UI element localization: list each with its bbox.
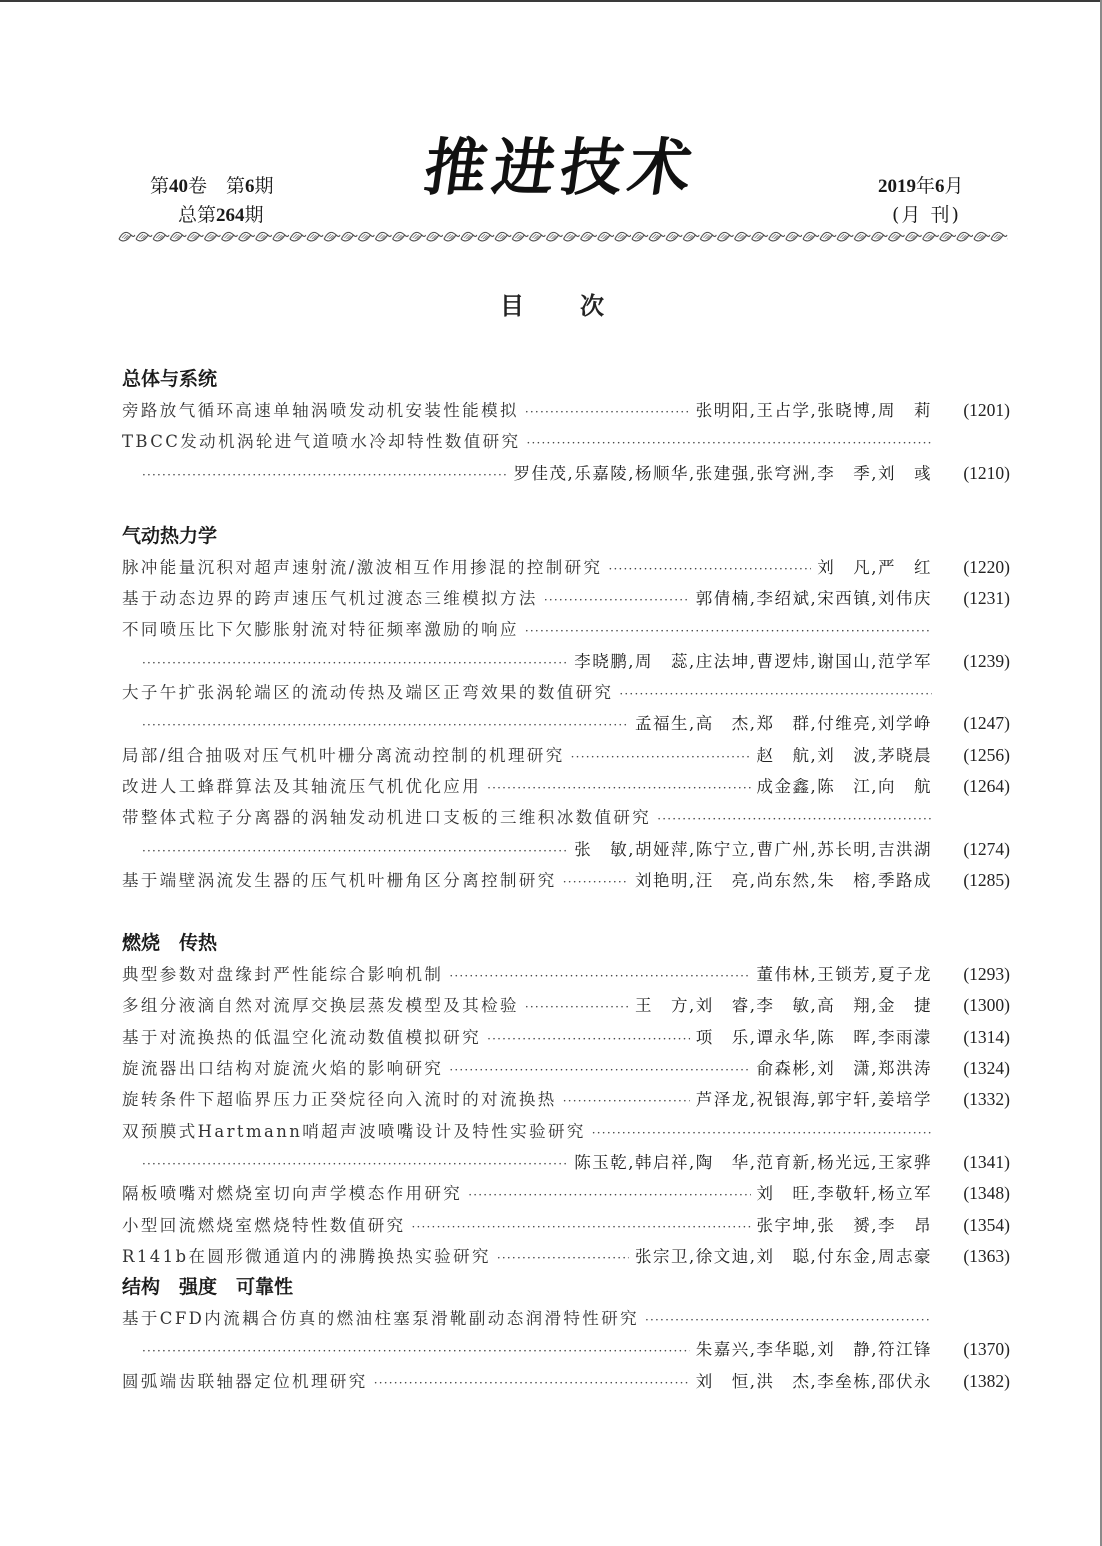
- dot-leader: [563, 867, 629, 898]
- toc-title: [500, 286, 604, 321]
- toc-entry[interactable]: [122, 1053, 1010, 1084]
- toc-entry-line-1[interactable]: [122, 802, 1010, 833]
- volume-number: 40: [169, 176, 189, 197]
- article-authors: 成金鑫,陈 江,向 航: [756, 776, 932, 796]
- total-prefix: 总第: [178, 204, 217, 226]
- dot-leader: [142, 460, 508, 491]
- section-heading: 气动热力学: [122, 524, 218, 547]
- dot-leader: [142, 1336, 690, 1367]
- article-authors: 张宗卫,徐文迪,刘 聪,付东金,周志豪: [635, 1246, 932, 1266]
- toc-entry[interactable]: [122, 552, 1010, 583]
- article-authors: 陈玉乾,韩启祥,陶 华,范育新,杨光远,王家骅: [574, 1152, 932, 1172]
- dot-leader: [657, 804, 932, 835]
- page-number: (1264): [963, 775, 1010, 796]
- toc-entry-line-1[interactable]: [122, 614, 1010, 645]
- dot-leader: [525, 992, 629, 1023]
- publication-date: [878, 172, 998, 229]
- volume-issue-separator: 卷 第: [188, 175, 246, 197]
- article-title[interactable]: 局部/组合抽吸对压气机叶栅分离流动控制的机理研究: [122, 745, 565, 765]
- year: 2019: [878, 176, 916, 197]
- article-authors: 刘艳明,汪 亮,尚东然,朱 榕,季路成: [635, 870, 932, 890]
- toc-entry-line-2: [122, 458, 1010, 489]
- article-title[interactable]: 小型回流燃烧室燃烧特性数值研究: [122, 1215, 406, 1235]
- page-number: (1300): [963, 995, 1010, 1016]
- page-number: (1256): [963, 744, 1010, 765]
- toc-title-part-1: 目: [500, 292, 524, 320]
- article-title[interactable]: 双预膜式Hartmann哨超声波喷嘴设计及特性实验研究: [122, 1121, 586, 1141]
- article-title[interactable]: 基于端壁涡流发生器的压气机叶栅角区分离控制研究: [122, 870, 557, 890]
- page-number: (1354): [963, 1214, 1010, 1235]
- page-number: (1231): [963, 588, 1010, 609]
- article-title[interactable]: TBCC发动机涡轮进气道喷水冷却特性数值研究: [122, 432, 521, 452]
- dot-leader: [497, 1243, 629, 1274]
- dot-leader: [544, 585, 690, 616]
- dot-leader: [487, 773, 750, 804]
- page-number: (1274): [963, 838, 1010, 859]
- page-number: (1220): [963, 556, 1010, 577]
- page-number: (1363): [963, 1245, 1010, 1266]
- article-title[interactable]: 基于CFD内流耦合仿真的燃油柱塞泵滑靴副动态润滑特性研究: [122, 1309, 640, 1329]
- article-authors: 项 乐,谭永华,陈 晖,李雨濛: [695, 1027, 932, 1047]
- article-title[interactable]: 不同喷压比下欠膨胀射流对特征频率激励的响应: [122, 620, 519, 640]
- toc-entry[interactable]: [122, 1210, 1010, 1241]
- page-top-border: [0, 0, 1102, 2]
- article-authors: 李晓鹏,周 蕊,庄法坤,曹逻炜,谢国山,范学军: [574, 651, 932, 671]
- dot-leader: [645, 1305, 932, 1336]
- toc-entry[interactable]: [122, 1178, 1010, 1209]
- dot-leader: [487, 1024, 690, 1055]
- dot-leader: [525, 397, 690, 428]
- year-suffix: 年: [916, 175, 936, 197]
- toc-entry[interactable]: [122, 865, 1010, 896]
- page-number: (1324): [963, 1058, 1010, 1079]
- dot-leader: [374, 1368, 690, 1399]
- toc-entry-line-2: [122, 708, 1010, 739]
- toc-entry[interactable]: [122, 1022, 1010, 1053]
- toc-entry[interactable]: [122, 395, 1010, 426]
- dot-leader: [142, 836, 568, 867]
- article-title[interactable]: 改进人工蜂群算法及其轴流压气机优化应用: [122, 776, 482, 796]
- article-title[interactable]: 基于动态边界的跨声速压气机过渡态三维模拟方法: [122, 589, 538, 609]
- dot-leader: [142, 710, 629, 741]
- page-number: (1285): [963, 869, 1010, 890]
- article-title[interactable]: 多组分液滴自然对流厚交换层蒸发模型及其检验: [122, 996, 519, 1016]
- dot-leader: [412, 1212, 751, 1243]
- article-title[interactable]: 带整体式粒子分离器的涡轴发动机进口支板的三维积冰数值研究: [122, 808, 652, 828]
- dot-leader: [142, 648, 568, 679]
- article-title[interactable]: 圆弧端齿联轴器定位机理研究: [122, 1371, 368, 1391]
- dot-leader: [527, 428, 933, 459]
- article-authors: 张宇坤,张 赟,李 昂: [756, 1215, 932, 1235]
- article-authors: 王 方,刘 睿,李 敏,高 翔,金 捷: [635, 996, 932, 1016]
- month-suffix: 月: [944, 175, 964, 197]
- article-title[interactable]: 隔板喷嘴对燃烧室切向声学模态作用研究: [122, 1184, 463, 1204]
- toc-entry-line-2: [122, 1334, 1010, 1365]
- issue-info: [150, 172, 350, 230]
- article-title[interactable]: 旋流器出口结构对旋流火焰的影响研究: [122, 1059, 444, 1079]
- page-number: (1314): [963, 1026, 1010, 1047]
- toc-entry[interactable]: [122, 990, 1010, 1021]
- article-authors: 芦泽龙,祝银海,郭宇轩,姜培学: [695, 1090, 932, 1110]
- dot-leader: [525, 616, 932, 647]
- dot-leader: [592, 1118, 932, 1149]
- dot-leader: [142, 1149, 568, 1180]
- article-authors: 董伟林,王锁芳,夏子龙: [756, 965, 932, 985]
- article-title[interactable]: 旋转条件下超临界压力正癸烷径向入流时的对流换热: [122, 1090, 557, 1110]
- article-authors: 刘 恒,洪 杰,李垒栋,邵伏永: [695, 1371, 932, 1391]
- total-issue-line: [150, 201, 350, 230]
- page-number: (1332): [963, 1089, 1010, 1110]
- section-heading: 结构 强度 可靠性: [122, 1276, 294, 1299]
- article-title[interactable]: 典型参数对盘缘封严性能综合影响机制: [122, 965, 444, 985]
- article-title[interactable]: 基于对流换热的低温空化流动数值模拟研究: [122, 1027, 482, 1047]
- article-authors: 张明阳,王占学,张晓博,周 莉: [695, 401, 932, 420]
- page-number: (1247): [963, 713, 1010, 734]
- volume-issue-line: [150, 172, 350, 201]
- frequency-label: (月 刊): [892, 204, 961, 226]
- dot-leader: [563, 1086, 690, 1117]
- dot-leader: [619, 679, 932, 710]
- toc-entry-line-2: [122, 834, 1010, 865]
- page-number: (1239): [963, 650, 1010, 671]
- article-authors: 孟福生,高 杰,郑 群,付维亮,刘学峥: [635, 714, 932, 734]
- toc-entry-line-2: [122, 646, 1010, 677]
- dot-leader: [449, 961, 750, 992]
- article-title[interactable]: 大子午扩张涡轮端区的流动传热及端区正弯效果的数值研究: [122, 683, 614, 703]
- toc-title-part-2: 次: [580, 292, 604, 320]
- journal-logo: 推进技术: [419, 131, 703, 204]
- article-authors: 朱嘉兴,李华聪,刘 静,符江锋: [695, 1340, 932, 1360]
- section-heading: 燃烧 传热: [122, 932, 218, 955]
- toc-entry-line-1[interactable]: [122, 677, 1010, 708]
- page-number: (1348): [963, 1183, 1010, 1204]
- toc-entry[interactable]: [122, 1366, 1010, 1397]
- toc-entry[interactable]: [122, 1084, 1010, 1115]
- issue-suffix: 期: [254, 175, 274, 197]
- page-number: (1382): [963, 1370, 1010, 1391]
- month: 6: [935, 176, 945, 197]
- page-number: (1210): [963, 462, 1010, 483]
- dot-leader: [608, 554, 811, 585]
- toc-entry[interactable]: [122, 583, 1010, 614]
- page-number: (1293): [963, 964, 1010, 985]
- toc-entry-line-1[interactable]: [122, 426, 1010, 457]
- page-number: (1341): [963, 1151, 1010, 1172]
- toc-entry[interactable]: [122, 740, 1010, 771]
- article-authors: 刘 凡,严 红: [817, 557, 932, 577]
- ornamental-divider: [118, 230, 1008, 244]
- table-of-contents: [122, 364, 1010, 1397]
- article-authors: 赵 航,刘 波,茅晓晨: [756, 745, 932, 765]
- page-number: (1370): [963, 1339, 1010, 1360]
- article-title[interactable]: 旁路放气循环高速单轴涡喷发动机安装性能模拟: [122, 401, 519, 420]
- dot-leader: [468, 1180, 750, 1211]
- toc-entry-line-1[interactable]: [122, 1303, 1010, 1334]
- toc-entry[interactable]: [122, 959, 1010, 990]
- toc-entry[interactable]: [122, 1241, 1010, 1272]
- page-number: (1201): [963, 400, 1010, 420]
- total-issue-number: 264: [216, 205, 245, 226]
- volume-prefix: 第: [150, 175, 170, 197]
- toc-entry[interactable]: [122, 771, 1010, 802]
- section-heading: 总体与系统: [122, 368, 218, 390]
- toc-entry-line-1[interactable]: [122, 1116, 1010, 1147]
- toc-entry-line-2: [122, 1147, 1010, 1178]
- article-authors: 郭倩楠,李绍斌,宋西镇,刘伟庆: [695, 589, 932, 609]
- article-authors: 刘 旺,李敬轩,杨立军: [756, 1184, 932, 1204]
- article-authors: 俞森彬,刘 潇,郑洪涛: [756, 1059, 932, 1079]
- dot-leader: [449, 1055, 750, 1086]
- article-title[interactable]: R141b在圆形微通道内的沸腾换热实验研究: [122, 1246, 491, 1266]
- dot-leader: [571, 742, 751, 773]
- issue-number: 6: [245, 176, 255, 197]
- article-title[interactable]: 脉冲能量沉积对超声速射流/激波相互作用掺混的控制研究: [122, 557, 603, 577]
- article-authors: 张 敏,胡娅萍,陈宁立,曹广州,苏长明,吉洪湖: [574, 839, 932, 859]
- date-line: [878, 172, 998, 201]
- total-suffix: 期: [244, 204, 264, 226]
- article-authors: 罗佳茂,乐嘉陵,杨顺华,张建强,张穹洲,李 季,刘 彧: [513, 463, 932, 483]
